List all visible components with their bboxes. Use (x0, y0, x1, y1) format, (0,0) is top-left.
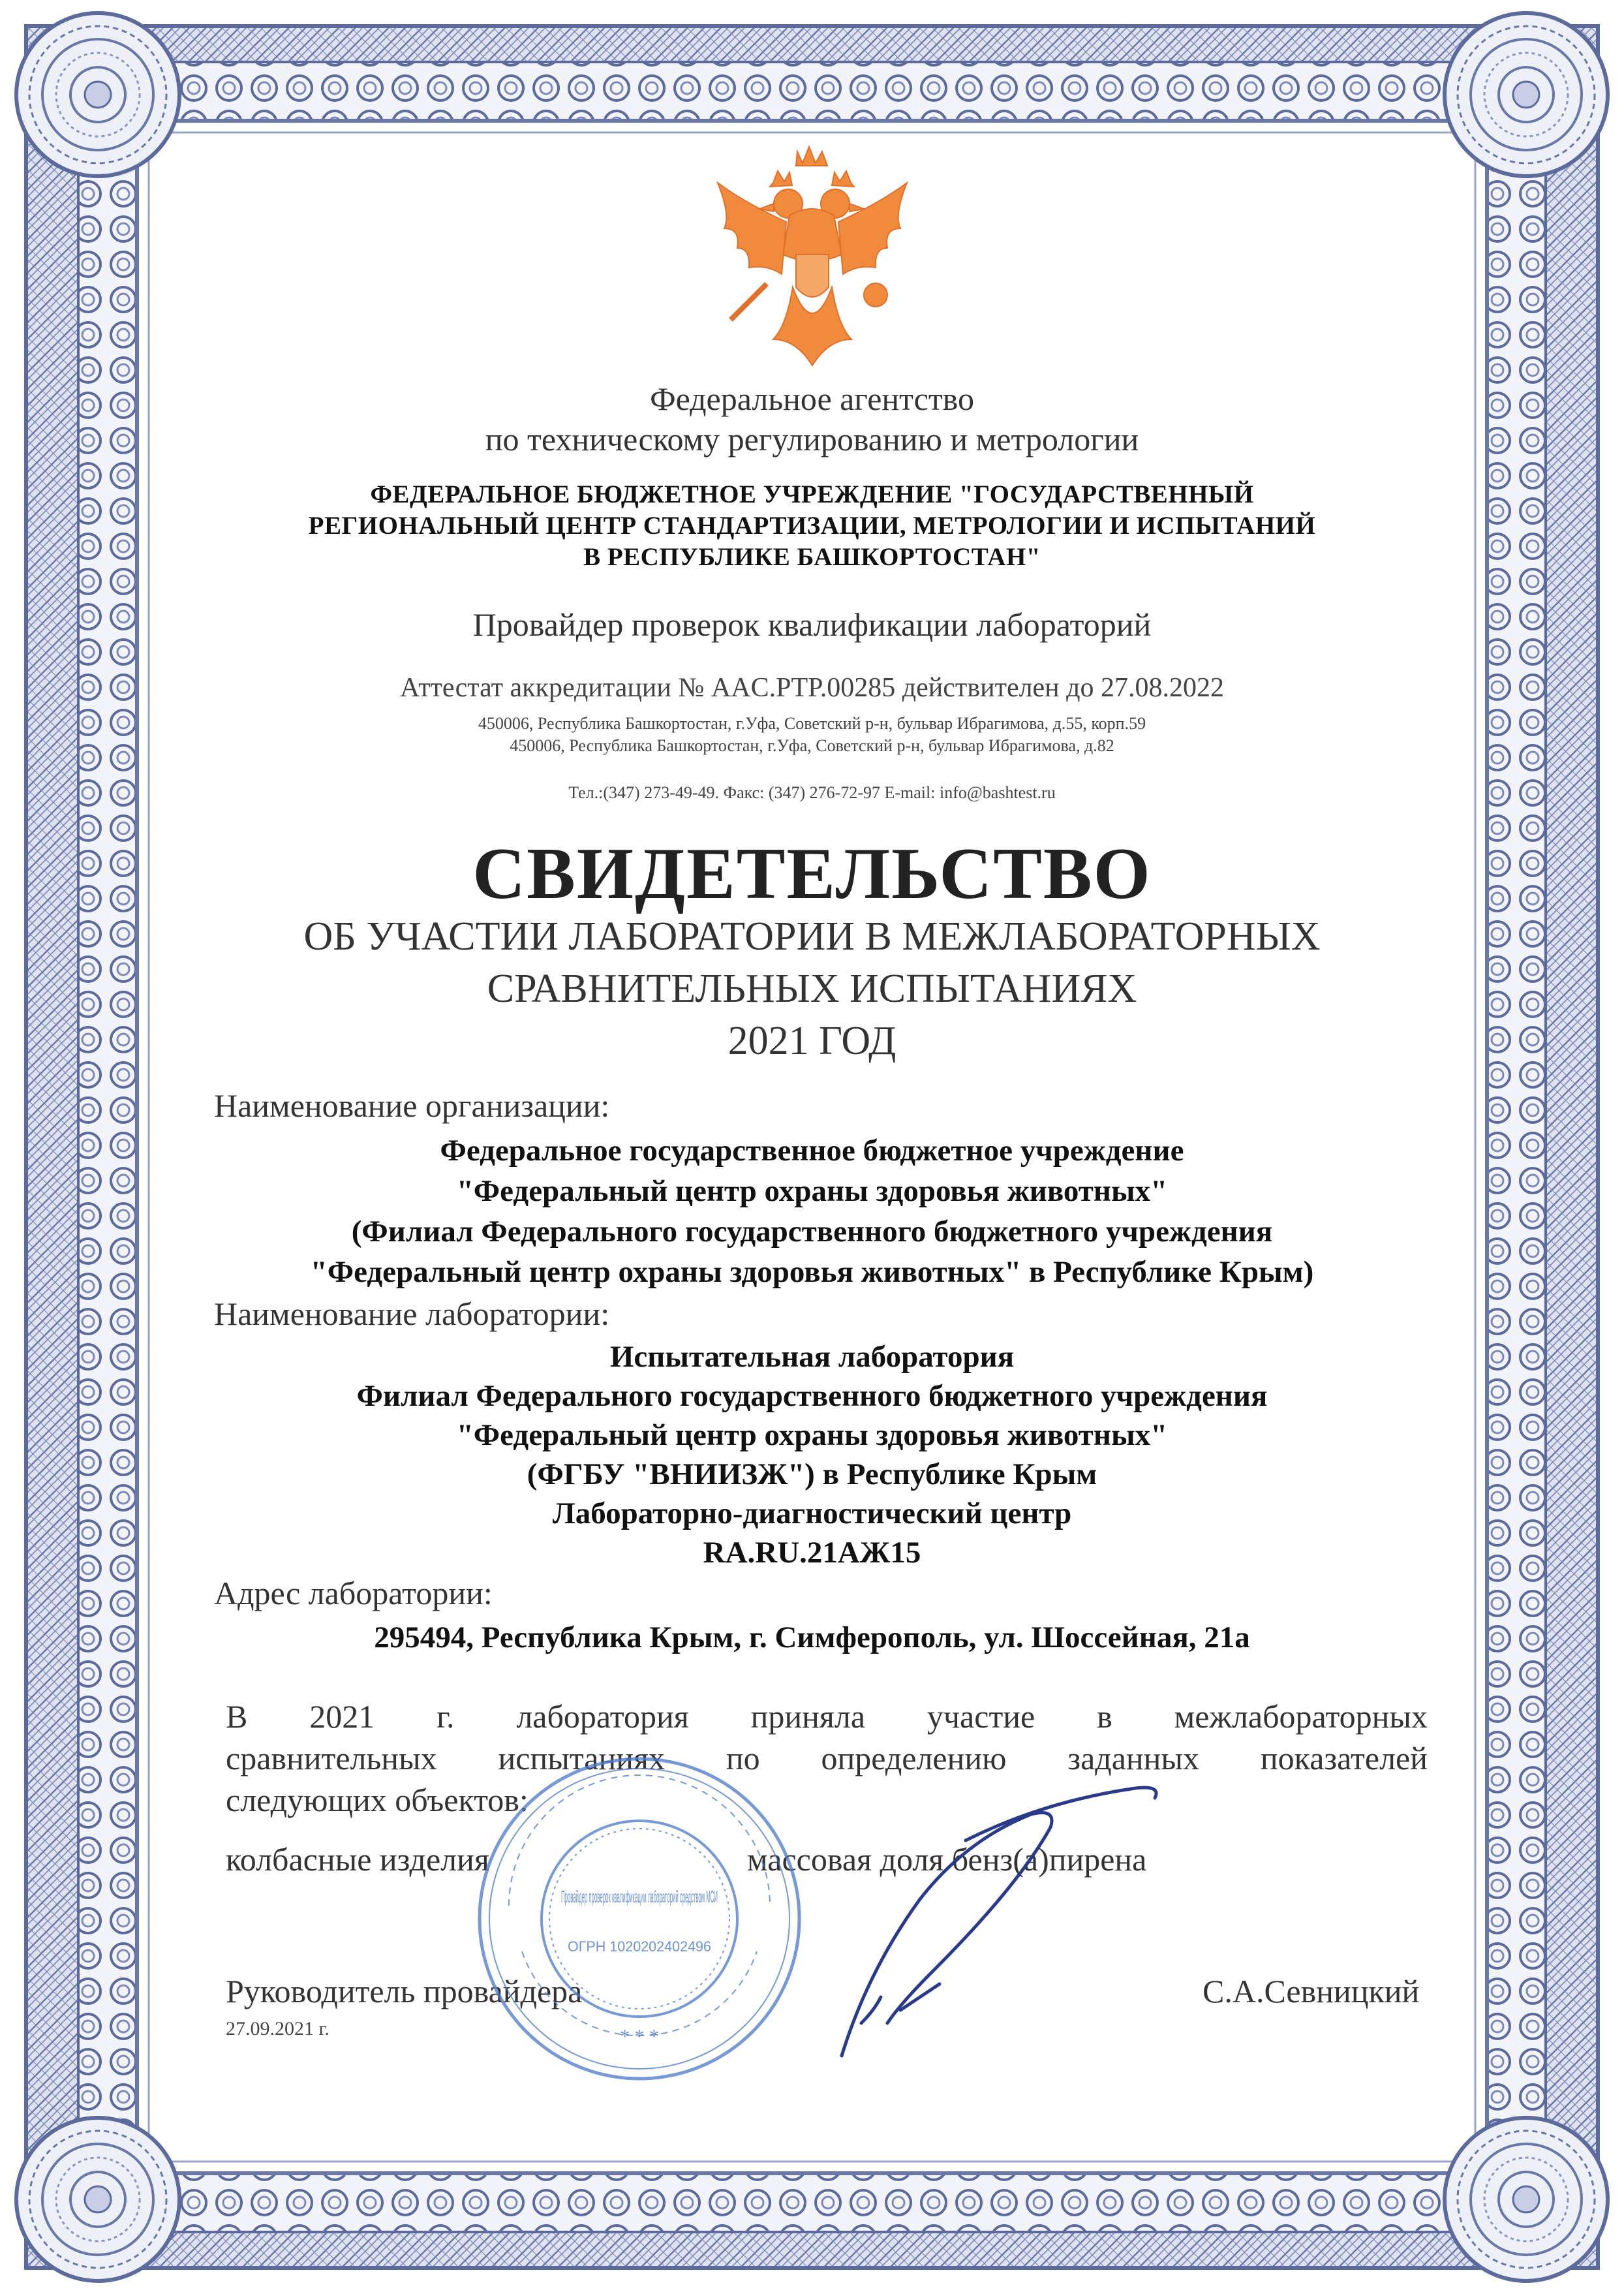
certificate-year: 2021 ГОД (728, 1019, 896, 1063)
certificate-subtitle-line2: СРАВНИТЕЛЬНЫХ ИСПЫТАНИЯХ (487, 967, 1137, 1011)
provider-head-label: Руководитель провайдера (226, 1973, 583, 2009)
certificate-title: СВИДЕТЕЛЬСТВО (472, 833, 1152, 914)
laboratory-line5: Лабораторно-диагностический центр (552, 1496, 1072, 1530)
signature-date: 27.09.2021 г. (226, 2018, 329, 2039)
laboratory-label: Наименование лаборатории: (214, 1295, 610, 1332)
svg-text:* * *: * * * (620, 2026, 659, 2047)
laboratory-line1: Испытательная лаборатория (609, 1340, 1015, 1374)
paragraph-line1: В 2021 г. лаборатория приняла участие в межлабораторных (226, 1698, 1428, 1735)
address-line2: 450006, Республика Башкортостан, г.Уфа, Советский р-н, бульвар Ибрагимова, д.82 (510, 736, 1114, 755)
coat-of-arms-emblem (705, 144, 920, 379)
organization-line1: Федеральное государственное бюджетное учреждение (440, 1134, 1184, 1168)
laboratory-line3: "Федеральный центр охраны здоровья животных" (456, 1418, 1168, 1452)
lab-address-label: Адрес лаборатории: (214, 1575, 493, 1611)
lab-address-value: 295494, Республика Крым, г. Симферополь, ул. Шоссейная, 21а (374, 1620, 1250, 1654)
agency-name-line2: по техническому регулированию и метрологии (485, 421, 1139, 457)
test-indicator: массовая доля бенз(а)пирена (747, 1841, 1147, 1878)
laboratory-line2: Филиал Федерального государственного бюджетного учреждения (356, 1379, 1268, 1413)
provider-title: Провайдер проверок квалификации лабораторий (472, 606, 1152, 643)
stamp-number: ОГРН 1020202402496 (568, 1938, 711, 1955)
organization-line4: "Федеральный центр охраны здоровья животных" в Республике Крым) (310, 1255, 1314, 1289)
round-stamp (470, 1736, 809, 2101)
laboratory-line4: (ФГБУ "ВНИИЗЖ") в Республике Крым (527, 1457, 1097, 1491)
agency-name-line1: Федеральное агентство (650, 380, 974, 417)
organization-line2: "Федеральный центр охраны здоровья животных" (456, 1174, 1168, 1208)
paragraph-line3: следующих объектов: (226, 1782, 529, 1818)
test-object: колбасные изделия (226, 1841, 489, 1878)
paragraph-line2: сравнительных испытаниях по определению заданных показателей (226, 1740, 1428, 1776)
organization-label: Наименование организации: (214, 1087, 610, 1124)
institution-name-line2: РЕГИОНАЛЬНЫЙ ЦЕНТР СТАНДАРТИЗАЦИИ, МЕТРОЛОГИИ И ИСПЫТАНИЙ (308, 512, 1316, 540)
handwritten-signature (770, 1775, 1227, 2115)
institution-name-line3: В РЕСПУБЛИКЕ БАШКОРТОСТАН" (583, 543, 1041, 571)
accreditation-attestation: Аттестат аккредитации № AAC.PTP.00285 действителен до 27.08.2022 (399, 673, 1225, 703)
contacts-line: Тел.:(347) 273-49-49. Факс: (347) 276-72-97 E-mail: info@bashtest.ru (568, 783, 1056, 802)
organization-line3: (Филиал Федерального государственного бюджетного учреждения (351, 1215, 1273, 1248)
laboratory-code: RA.RU.21АЖ15 (703, 1536, 921, 1570)
signatory-name: С.А.Севницкий (1203, 1973, 1420, 2009)
stamp-text: Провайдер проверок квалификации лабораторий средством МСИ (561, 1887, 718, 1906)
address-line1: 450006, Республика Башкортостан, г.Уфа, Советский р-н, бульвар Ибрагимова, д.55, корп.59 (478, 714, 1146, 733)
institution-name-line1: ФЕДЕРАЛЬНОЕ БЮДЖЕТНОЕ УЧРЕЖДЕНИЕ "ГОСУДАРСТВЕННЫЙ (370, 480, 1254, 508)
certificate-subtitle-line1: ОБ УЧАСТИИ ЛАБОРАТОРИИ В МЕЖЛАБОРАТОРНЫХ (303, 914, 1321, 959)
